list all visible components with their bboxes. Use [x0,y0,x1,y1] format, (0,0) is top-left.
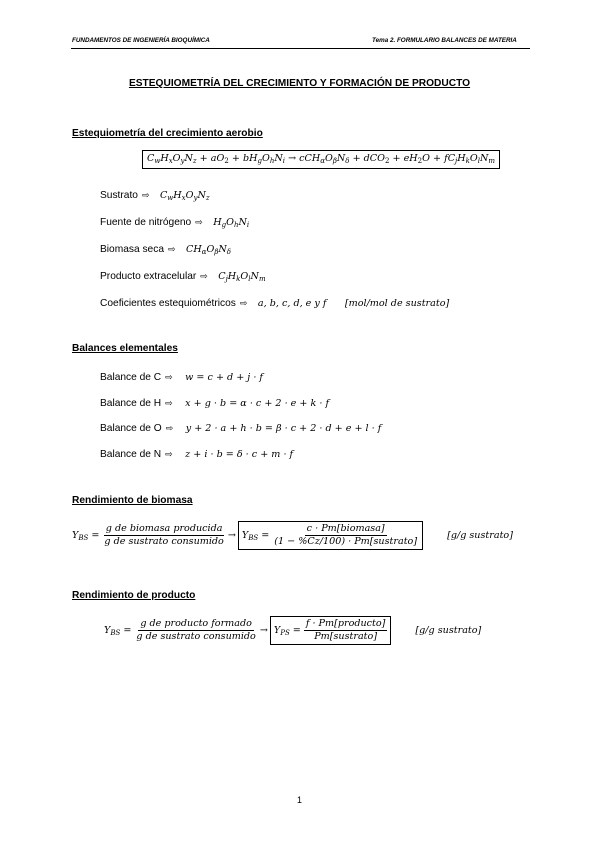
yield-lhs: $Y_{BS}$ = [72,529,100,542]
item-label: Sustrato [100,190,138,201]
fraction-denominator: (1 − %Cz/100) · Pm[sustrato] [274,536,418,547]
header-right: Tema 2. FORMULARIO BALANCES DE MATERIA [372,37,517,44]
item-label: Coeficientes estequiométricos [100,298,236,309]
balance-h [100,393,329,411]
fraction-numerator: c · Pm[biomasa] [306,523,385,534]
stoichiometry-equation-box [142,150,500,169]
header-divider [71,48,530,49]
item-formula: $CH_\alpha O_\beta N_\delta$ [186,244,231,256]
yield-fraction-definition [102,523,225,548]
section-heading-stoichiometry: Estequiometría del crecimiento aerobio [72,128,263,139]
yield-fraction-definition [134,618,257,643]
fraction-numerator: f · Pm[producto] [305,618,386,629]
item-fuente-nitrogeno [100,212,249,230]
item-label: Balance de O [100,423,162,434]
fraction-denominator: Pm[sustrato] [314,631,378,642]
item-biomasa-seca [100,239,231,257]
implies-arrow: → [227,530,236,541]
product-yield-formula [104,616,481,645]
item-formula: y + 2 · a + h · b = β · c + 2 · d + e + l · f [185,423,382,434]
arrow-icon: ⇨ [239,298,248,308]
yield-lhs-boxed: $Y_{PS}$ = [273,624,301,637]
item-formula: $H_gO_hN_i$ [213,217,250,229]
page-number: 1 [296,795,302,805]
item-label: Balance de C [100,372,162,383]
header-left: FUNDAMENTOS DE INGENIERÍA BIOQUÍMICA [72,37,210,44]
item-unit: [mol/mol de sustrato] [344,298,450,309]
arrow-icon: ⇨ [165,372,173,382]
yield-lhs-boxed: $Y_{BS}$ = [241,529,270,542]
arrow-icon: ⇨ [200,271,208,281]
arrow-icon: ⇨ [165,449,173,459]
page-title: ESTEQUIOMETRÍA DEL CRECIMIENTO Y FORMACIÓN DE PRODUCTO [128,78,471,89]
biomass-yield-formula [72,521,513,550]
item-label: Fuente de nitrógeno [100,217,192,228]
item-formula: x + g · b = α · c + 2 · e + k · f [185,398,330,409]
yield-unit: [g/g sustrato] [415,625,482,636]
balance-n [100,444,293,462]
section-heading-product-yield: Rendimiento de producto [72,590,196,601]
product-yield-boxed-formula [270,616,392,645]
yield-unit: [g/g sustrato] [447,530,513,541]
item-sustrato [100,185,210,203]
balance-c [100,367,263,385]
yield-fraction-stoichiometric [272,523,419,548]
item-formula: a, b, c, d, e y f [257,298,327,309]
fraction-numerator: g de biomasa producida [105,523,223,534]
item-label: Balance de N [100,449,162,460]
implies-arrow: → [259,625,268,636]
item-formula: z + i · b = δ · c + m · f [185,449,294,460]
fraction-denominator: g de sustrato consumido [104,536,224,547]
balance-o [100,418,381,436]
arrow-icon: ⇨ [165,423,174,433]
fraction-numerator: g de producto formado [140,618,252,629]
item-producto-extracelular [100,266,266,284]
yield-fraction-stoichiometric [304,618,388,643]
item-label: Producto extracelular [100,271,197,282]
yield-lhs: $Y_{BS}$ = [104,624,132,637]
stoichiometry-equation: $C_wH_xO_yN_z + aO_2 + bH_gO_hN_i \to cCH_\alpha O_\beta N_\delta + dCO_2 + eH_2O + fC_jH_kO_lN_m$ [147,153,496,165]
item-coeficientes [100,293,449,311]
item-label: Balance de H [100,398,162,409]
arrow-icon: ⇨ [165,398,173,408]
item-formula: $C_jH_kO_lN_m$ [218,271,266,283]
item-label: Biomasa seca [100,244,164,255]
arrow-icon: ⇨ [141,190,150,200]
biomass-yield-boxed-formula [238,521,423,550]
section-heading-balances: Balances elementales [72,343,178,354]
section-heading-biomass-yield: Rendimiento de biomasa [72,495,193,506]
item-formula: w = c + d + j · f [185,372,263,383]
arrow-icon: ⇨ [195,217,203,227]
item-formula: $C_wH_xO_yN_z$ [159,190,210,202]
fraction-denominator: g de sustrato consumido [136,631,256,642]
arrow-icon: ⇨ [168,244,176,254]
